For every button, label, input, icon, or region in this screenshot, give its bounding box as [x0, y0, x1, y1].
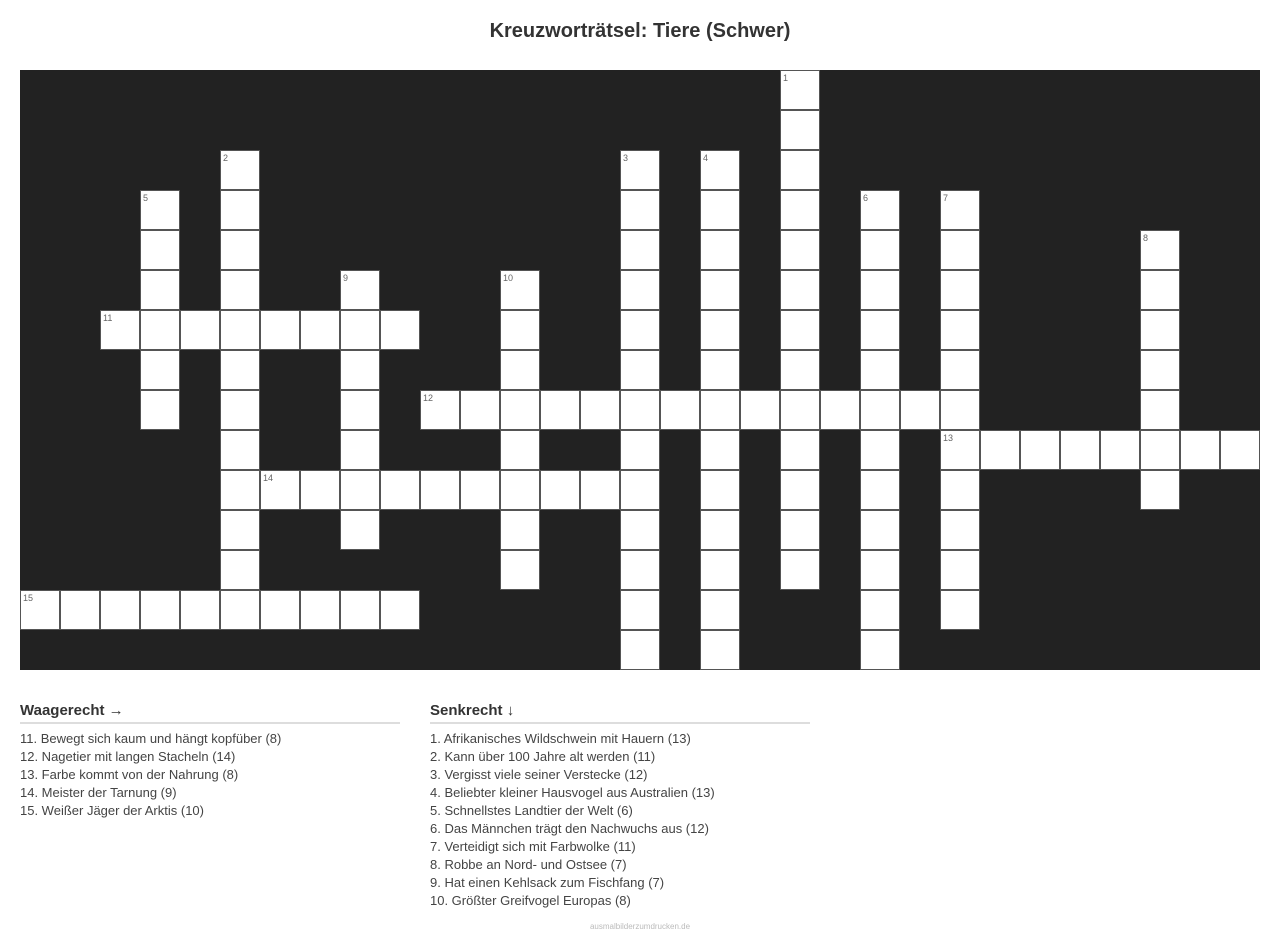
grid-cell[interactable]: [1140, 310, 1180, 350]
grid-cell[interactable]: [700, 270, 740, 310]
grid-cell[interactable]: [860, 270, 900, 310]
across-clue-list: [20, 730, 400, 820]
clue-number: 13: [943, 433, 954, 443]
grid-cell[interactable]: [300, 590, 340, 630]
grid-cell[interactable]: [100, 590, 140, 630]
grid-cell[interactable]: [260, 310, 300, 350]
grid-cell[interactable]: [700, 550, 740, 590]
clue-item: 7. Verteidigt sich mit Farbwolke (11): [430, 839, 636, 854]
grid-cell[interactable]: [780, 550, 820, 590]
grid-cell[interactable]: [1140, 230, 1180, 270]
grid-cell[interactable]: [780, 350, 820, 390]
grid-cell[interactable]: [140, 270, 180, 310]
across-clues: [20, 700, 400, 820]
grid-cell[interactable]: [140, 590, 180, 630]
grid-cell[interactable]: [340, 430, 380, 470]
down-heading: Senkrecht ↓: [430, 700, 810, 724]
grid-cell[interactable]: [940, 310, 980, 350]
clue-number: 8: [1143, 233, 1149, 243]
grid-cell[interactable]: [860, 590, 900, 630]
grid-cell[interactable]: [180, 590, 220, 630]
grid-cell[interactable]: [460, 470, 500, 510]
grid-cell[interactable]: [940, 430, 980, 470]
grid-cell[interactable]: [620, 590, 660, 630]
grid-cell[interactable]: [940, 390, 980, 430]
clue-number: 15: [23, 593, 34, 603]
grid-cell[interactable]: [540, 390, 580, 430]
clue-item: 8. Robbe an Nord- und Ostsee (7): [430, 857, 627, 872]
grid-cell[interactable]: [1140, 470, 1180, 510]
grid-cell[interactable]: [540, 470, 580, 510]
grid-cell[interactable]: [940, 350, 980, 390]
grid-cell[interactable]: [780, 270, 820, 310]
grid-cell[interactable]: [420, 390, 460, 430]
grid-cell[interactable]: [1100, 430, 1140, 470]
grid-cell[interactable]: [620, 630, 660, 670]
clue-number: 11: [103, 313, 113, 323]
clue-number: 7: [943, 193, 949, 203]
grid-cell[interactable]: [260, 590, 300, 630]
grid-cell[interactable]: [660, 390, 700, 430]
grid-cell[interactable]: [620, 470, 660, 510]
grid-cell[interactable]: [220, 230, 260, 270]
grid-cell[interactable]: [700, 390, 740, 430]
clue-item: 3. Vergisst viele seiner Verstecke (12): [430, 767, 648, 782]
grid-cell[interactable]: [580, 390, 620, 430]
grid-cell[interactable]: [780, 510, 820, 550]
grid-cell[interactable]: [700, 190, 740, 230]
grid-cell[interactable]: [340, 510, 380, 550]
grid-cell[interactable]: [820, 390, 860, 430]
grid-cell[interactable]: [780, 430, 820, 470]
grid-cell[interactable]: [860, 230, 900, 270]
grid-cell[interactable]: [700, 310, 740, 350]
clue-item: 1. Afrikanisches Wildschwein mit Hauern (13): [430, 731, 691, 746]
grid-cell[interactable]: [260, 470, 300, 510]
clue-number: 2: [223, 153, 229, 163]
grid-cell[interactable]: [220, 470, 260, 510]
grid-cell[interactable]: [220, 270, 260, 310]
grid-cell[interactable]: [140, 390, 180, 430]
grid-cell[interactable]: [500, 550, 540, 590]
grid-cell[interactable]: [340, 390, 380, 430]
grid-cell[interactable]: [980, 430, 1020, 470]
grid-cell[interactable]: [780, 150, 820, 190]
grid-cell[interactable]: [340, 350, 380, 390]
grid-cell[interactable]: [1020, 430, 1060, 470]
grid-cell[interactable]: [780, 70, 820, 110]
grid-cell[interactable]: [860, 430, 900, 470]
grid-cell[interactable]: [620, 350, 660, 390]
clue-item: 5. Schnellstes Landtier der Welt (6): [430, 803, 633, 818]
grid-cell[interactable]: [740, 390, 780, 430]
clue-number: 14: [263, 473, 274, 483]
clue-item: 10. Größter Greifvogel Europas (8): [430, 893, 631, 908]
grid-cell[interactable]: [860, 630, 900, 670]
grid-cell[interactable]: [700, 150, 740, 190]
grid-cell[interactable]: [860, 350, 900, 390]
grid-cell[interactable]: [340, 310, 380, 350]
grid-cell[interactable]: [620, 550, 660, 590]
grid-cell[interactable]: [1140, 430, 1180, 470]
clue-item: 13. Farbe kommt von der Nahrung (8): [20, 767, 239, 782]
grid-cell[interactable]: [780, 310, 820, 350]
crossword-grid: [20, 70, 1260, 670]
grid-cell[interactable]: [700, 470, 740, 510]
clue-number: 10: [503, 273, 514, 283]
clue-number: 6: [863, 193, 869, 203]
grid-cell[interactable]: [620, 230, 660, 270]
grid-cell[interactable]: [500, 430, 540, 470]
grid-cell[interactable]: [220, 390, 260, 430]
grid-cell[interactable]: [940, 230, 980, 270]
grid-cell[interactable]: [20, 590, 60, 630]
clue-item: 11. Bewegt sich kaum und hängt kopfüber (8): [20, 731, 282, 746]
grid-cell[interactable]: [620, 430, 660, 470]
clue-item: 6. Das Männchen trägt den Nachwuchs aus (12): [430, 821, 709, 836]
page-title: Kreuzworträtsel: Tiere (Schwer): [489, 20, 791, 42]
grid-cell[interactable]: [500, 310, 540, 350]
grid-cell[interactable]: [780, 230, 820, 270]
grid-cell[interactable]: [340, 270, 380, 310]
grid-cell[interactable]: [860, 470, 900, 510]
grid-cell[interactable]: [220, 310, 260, 350]
grid-cell[interactable]: [140, 190, 180, 230]
grid-cell[interactable]: [140, 230, 180, 270]
grid-cell[interactable]: [700, 230, 740, 270]
grid-cell[interactable]: [300, 310, 340, 350]
grid-cell[interactable]: [500, 270, 540, 310]
grid-cell[interactable]: [500, 510, 540, 550]
clue-item: 9. Hat einen Kehlsack zum Fischfang (7): [430, 875, 665, 890]
grid-cell[interactable]: [860, 190, 900, 230]
grid-cell[interactable]: [380, 590, 420, 630]
grid-cell[interactable]: [1180, 430, 1220, 470]
clue-number: 5: [143, 193, 149, 203]
grid-cell[interactable]: [220, 510, 260, 550]
grid-cell[interactable]: [60, 590, 100, 630]
grid-cell[interactable]: [940, 510, 980, 550]
across-heading: Waagerecht →: [20, 700, 400, 724]
grid-cell[interactable]: [620, 190, 660, 230]
grid-cell[interactable]: [500, 390, 540, 430]
grid-cell[interactable]: [140, 310, 180, 350]
grid-cell[interactable]: [460, 390, 500, 430]
grid-cell[interactable]: [220, 590, 260, 630]
grid-cell[interactable]: [940, 190, 980, 230]
grid-cell[interactable]: [380, 310, 420, 350]
grid-cell[interactable]: [700, 590, 740, 630]
clue-item: 4. Beliebter kleiner Hausvogel aus Australien (13): [430, 785, 715, 800]
grid-cell[interactable]: [140, 350, 180, 390]
grid-cell[interactable]: [860, 310, 900, 350]
grid-cell[interactable]: [940, 550, 980, 590]
grid-cell[interactable]: [220, 430, 260, 470]
grid-cell[interactable]: [340, 590, 380, 630]
grid-cell[interactable]: [860, 550, 900, 590]
grid-cell[interactable]: [1220, 430, 1260, 470]
grid-cell[interactable]: [380, 470, 420, 510]
grid-cell[interactable]: [860, 510, 900, 550]
grid-cell[interactable]: [900, 390, 940, 430]
grid-cell[interactable]: [780, 470, 820, 510]
clue-number: 4: [703, 153, 709, 163]
grid-cell[interactable]: [220, 190, 260, 230]
down-clues: [430, 700, 810, 910]
grid-cell[interactable]: [940, 470, 980, 510]
grid-cell[interactable]: [300, 470, 340, 510]
grid-cell[interactable]: [700, 510, 740, 550]
grid-cell[interactable]: [620, 150, 660, 190]
grid-cell[interactable]: [620, 390, 660, 430]
clue-number: 3: [623, 153, 629, 163]
grid-cell[interactable]: [620, 510, 660, 550]
grid-cell[interactable]: [780, 110, 820, 150]
grid-cell[interactable]: [340, 470, 380, 510]
down-clue-list: [430, 730, 810, 910]
clue-number: 12: [423, 393, 434, 403]
grid-cell[interactable]: [180, 310, 220, 350]
grid-cell[interactable]: [500, 470, 540, 510]
grid-cell[interactable]: [620, 270, 660, 310]
grid-cell[interactable]: [1140, 270, 1180, 310]
grid-cell[interactable]: [220, 150, 260, 190]
grid-cell[interactable]: [860, 390, 900, 430]
grid-cell[interactable]: [940, 590, 980, 630]
grid-cell[interactable]: [780, 390, 820, 430]
grid-cell[interactable]: [940, 270, 980, 310]
clue-item: 14. Meister der Tarnung (9): [20, 785, 177, 800]
grid-cell[interactable]: [1140, 350, 1180, 390]
grid-cell[interactable]: [620, 310, 660, 350]
grid-cell[interactable]: [220, 550, 260, 590]
grid-cell[interactable]: [700, 350, 740, 390]
clue-item: 15. Weißer Jäger der Arktis (10): [20, 803, 204, 818]
grid-cell[interactable]: [700, 430, 740, 470]
footer-credit: ausmalbilderzumdrucken.de: [589, 922, 691, 931]
grid-cell[interactable]: [780, 190, 820, 230]
grid-cell[interactable]: [220, 350, 260, 390]
grid-cell[interactable]: [1140, 390, 1180, 430]
grid-cell[interactable]: [1060, 430, 1100, 470]
clue-number: 9: [343, 273, 349, 283]
clue-item: 12. Nagetier mit langen Stacheln (14): [20, 749, 236, 764]
clue-item: 2. Kann über 100 Jahre alt werden (11): [430, 749, 656, 764]
grid-cell[interactable]: [580, 470, 620, 510]
grid-cell[interactable]: [700, 630, 740, 670]
grid-cell[interactable]: [500, 350, 540, 390]
grid-cell[interactable]: [100, 310, 140, 350]
clue-number: 1: [783, 73, 789, 83]
grid-cell[interactable]: [420, 470, 460, 510]
